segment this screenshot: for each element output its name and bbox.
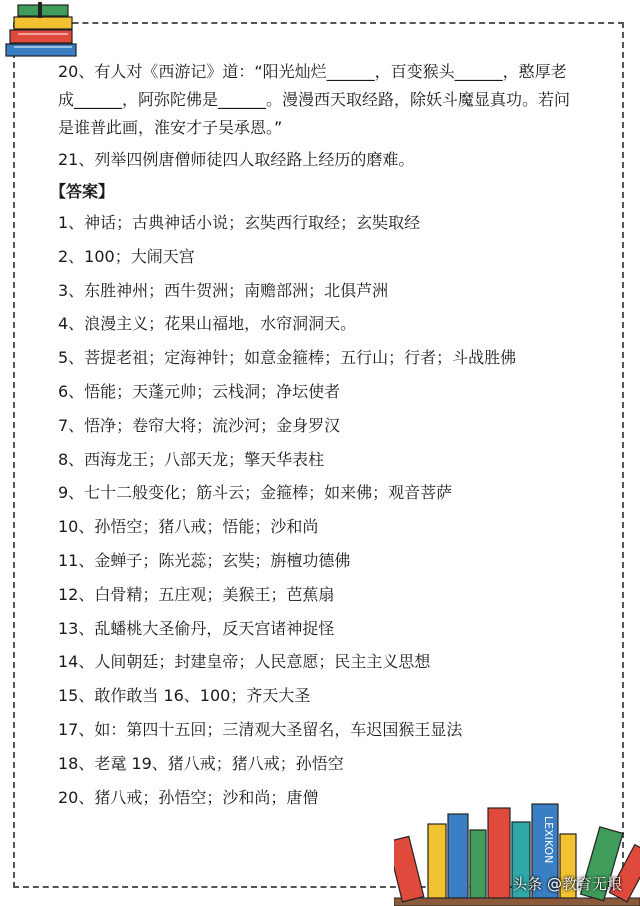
answer-item: 1、神话；古典神话小说；玄奘西行取经；玄奘取经 (58, 213, 421, 232)
answer-item: 6、悟能；天蓬元帅；云栈洞；净坛使者 (58, 381, 341, 401)
answer-item: 10、孙悟空；猪八戒；悟能；沙和尚 (58, 517, 319, 537)
document-content (50, 58, 578, 814)
answer-item: 2、100；大闹天宫 (58, 246, 195, 266)
answer-item: 18、老鼋 19、猪八戒；猪八戒；孙悟空 (58, 753, 344, 773)
answer-item: 8、西海龙王；八部天龙；擎天华表柱 (58, 449, 325, 469)
answer-list (58, 206, 578, 814)
book-stack-illustration (0, 0, 82, 62)
question-21: 21、列举四例唐僧师徒四人取经路上经历的磨难。 (58, 150, 415, 169)
answer-item: 3、东胜神州；西牛贺洲；南赡部洲；北俱芦洲 (58, 280, 389, 300)
answer-item: 17、如：第四十五回；三清观大圣留名，车迟国猴王显法 (58, 719, 463, 739)
answer-item: 12、白骨精；五庄观；美猴王；芭蕉扇 (58, 584, 335, 604)
answer-item: 5、菩提老祖；定海神针；如意金箍棒；五行山；行者；斗战胜佛 (58, 348, 517, 368)
answer-item: 11、金蝉子；陈光蕊；玄奘；旃檀功德佛 (58, 550, 351, 570)
answer-item: 9、七十二般变化；筋斗云；金箍棒；如来佛；观音菩萨 (58, 483, 453, 503)
answer-item: 4、浪漫主义；花果山福地，水帘洞洞天。 (58, 314, 357, 334)
question-20: 20、有人对《西游记》道：“阳光灿烂______，百变猴头______，憨厚老成______，阿弥陀佛是______。漫漫西天取经路，除妖斗魔显真功。若问是谁普此画，淮安才子吴承恩。” (58, 62, 571, 137)
answer-item: 13、乱蟠桃大圣偷丹，反天宫诸神捉怪 (58, 618, 335, 638)
book-spine-label: LEXIKON (542, 816, 555, 864)
answer-item: 20、猪八戒；孙悟空；沙和尚；唐僧 (58, 787, 319, 807)
answer-item: 7、悟净；卷帘大将；流沙河；金身罗汉 (58, 415, 341, 435)
answer-item: 15、敢作敢当 16、100；齐天大圣 (58, 686, 311, 706)
answers-header: 【答案】 (50, 182, 115, 201)
watermark: 头条 @教育无垠 (512, 875, 622, 893)
answer-item: 14、人间朝廷；封建皇帝；人民意愿；民主主义思想 (58, 652, 431, 672)
